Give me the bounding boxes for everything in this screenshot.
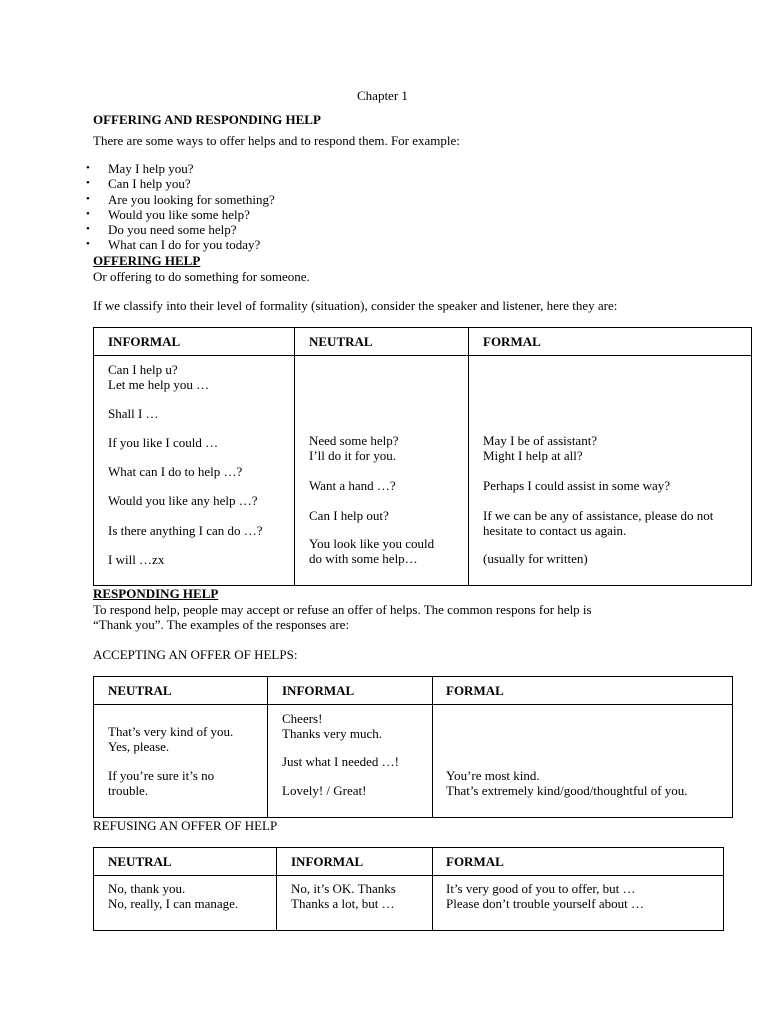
cell-line: That’s extremely kind/good/thoughtful of you. [446,783,688,798]
list-item: • Do you need some help? [86,222,275,237]
accept-informal-cell [282,711,382,741]
refuse-informal-cell [291,881,396,911]
offer-neutral-line: Can I help out? [309,508,389,523]
accepting-heading: ACCEPTING AN OFFER OF HELPS: [93,647,298,662]
refuse-header-informal: INFORMAL [291,854,364,869]
offer-formal-cell [483,508,713,538]
cell-line: No, thank you. [108,881,186,896]
offer-informal-cell [108,362,209,392]
chapter-title: Chapter 1 [357,88,408,103]
accept-informal-line: Lovely! / Great! [282,783,367,798]
refuse-neutral-cell [108,881,238,911]
offer-formal-line: (usually for written) [483,551,588,566]
cell-line: If you’re sure it’s no [108,768,215,783]
cell-line: Yes, please. [108,739,170,754]
cell-line: Can I help u? [108,362,178,377]
cell-line: Please don’t trouble yourself about … [446,896,644,911]
accept-header-informal: INFORMAL [282,683,355,698]
cell-line: That’s very kind of you. [108,724,234,739]
cell-line: No, really, I can manage. [108,896,239,911]
refusing-heading: REFUSING AN OFFER OF HELP [93,818,278,833]
offer-informal-line: Is there anything I can do …? [108,523,263,538]
offer-informal-line: I will …zx [108,552,165,567]
list-item: • May I help you? [86,161,275,176]
list-item: • Can I help you? [86,176,275,191]
offer-formal-cell [483,433,597,463]
offer-header-neutral: NEUTRAL [309,334,373,349]
cell-line: It’s very good of you to offer, but … [446,881,636,896]
list-item: • Would you like some help? [86,207,275,222]
cell-line: trouble. [108,783,149,798]
list-item: • What can I do for you today? [86,237,275,252]
refuse-header-formal: FORMAL [446,854,504,869]
main-heading: OFFERING AND RESPONDING HELP [93,112,321,127]
accept-neutral-cell [108,768,214,798]
accept-informal-line: Just what I needed …! [282,754,399,769]
offering-description: Or offering to do something for someone. [93,269,310,284]
cell-line: Thanks very much. [282,726,383,741]
responding-description-line1: To respond help, people may accept or refuse an offer of helps. The common respons for help is [93,602,592,617]
offer-neutral-cell [309,536,434,566]
accept-header-neutral: NEUTRAL [108,683,172,698]
responding-description-line2: “Thank you”. The examples of the responses are: [93,617,350,632]
refuse-header-neutral: NEUTRAL [108,854,172,869]
offer-informal-line: Shall I … [108,406,159,421]
offer-informal-line: Would you like any help …? [108,493,258,508]
cell-line: Let me help you … [108,377,210,392]
offer-informal-line: If you like I could … [108,435,219,450]
offer-neutral-line: Want a hand …? [309,478,396,493]
cell-line: You look like you could [309,536,435,551]
cell-line: If we can be any of assistance, please do not [483,508,714,523]
accept-neutral-cell [108,724,233,754]
responding-heading: RESPONDING HELP [93,586,219,601]
list-item: • Are you looking for something? [86,192,275,207]
accept-table [93,676,733,818]
accept-header-formal: FORMAL [446,683,504,698]
classify-text: If we classify into their level of formality (situation), consider the speaker and listener, here they are: [93,298,618,313]
cell-line: Need some help? [309,433,399,448]
cell-line: do with some help… [309,551,418,566]
cell-line: Cheers! [282,711,323,726]
accept-formal-cell [446,768,688,798]
cell-line: Might I help at all? [483,448,583,463]
cell-line: May I be of assistant? [483,433,598,448]
offer-neutral-cell [309,433,399,463]
cell-line: No, it’s OK. Thanks [291,881,396,896]
offer-header-informal: INFORMAL [108,334,181,349]
offer-informal-line: What can I do to help …? [108,464,243,479]
example-list [86,161,275,253]
cell-line: I’ll do it for you. [309,448,397,463]
offer-header-formal: FORMAL [483,334,541,349]
cell-line: hesitate to contact us again. [483,523,627,538]
cell-line: You’re most kind. [446,768,540,783]
offering-heading: OFFERING HELP [93,253,201,268]
intro-text: There are some ways to offer helps and to respond them. For example: [93,133,460,148]
offer-formal-line: Perhaps I could assist in some way? [483,478,671,493]
refuse-formal-cell [446,881,644,911]
cell-line: Thanks a lot, but … [291,896,395,911]
offer-table [93,327,752,586]
refuse-table [93,847,724,931]
